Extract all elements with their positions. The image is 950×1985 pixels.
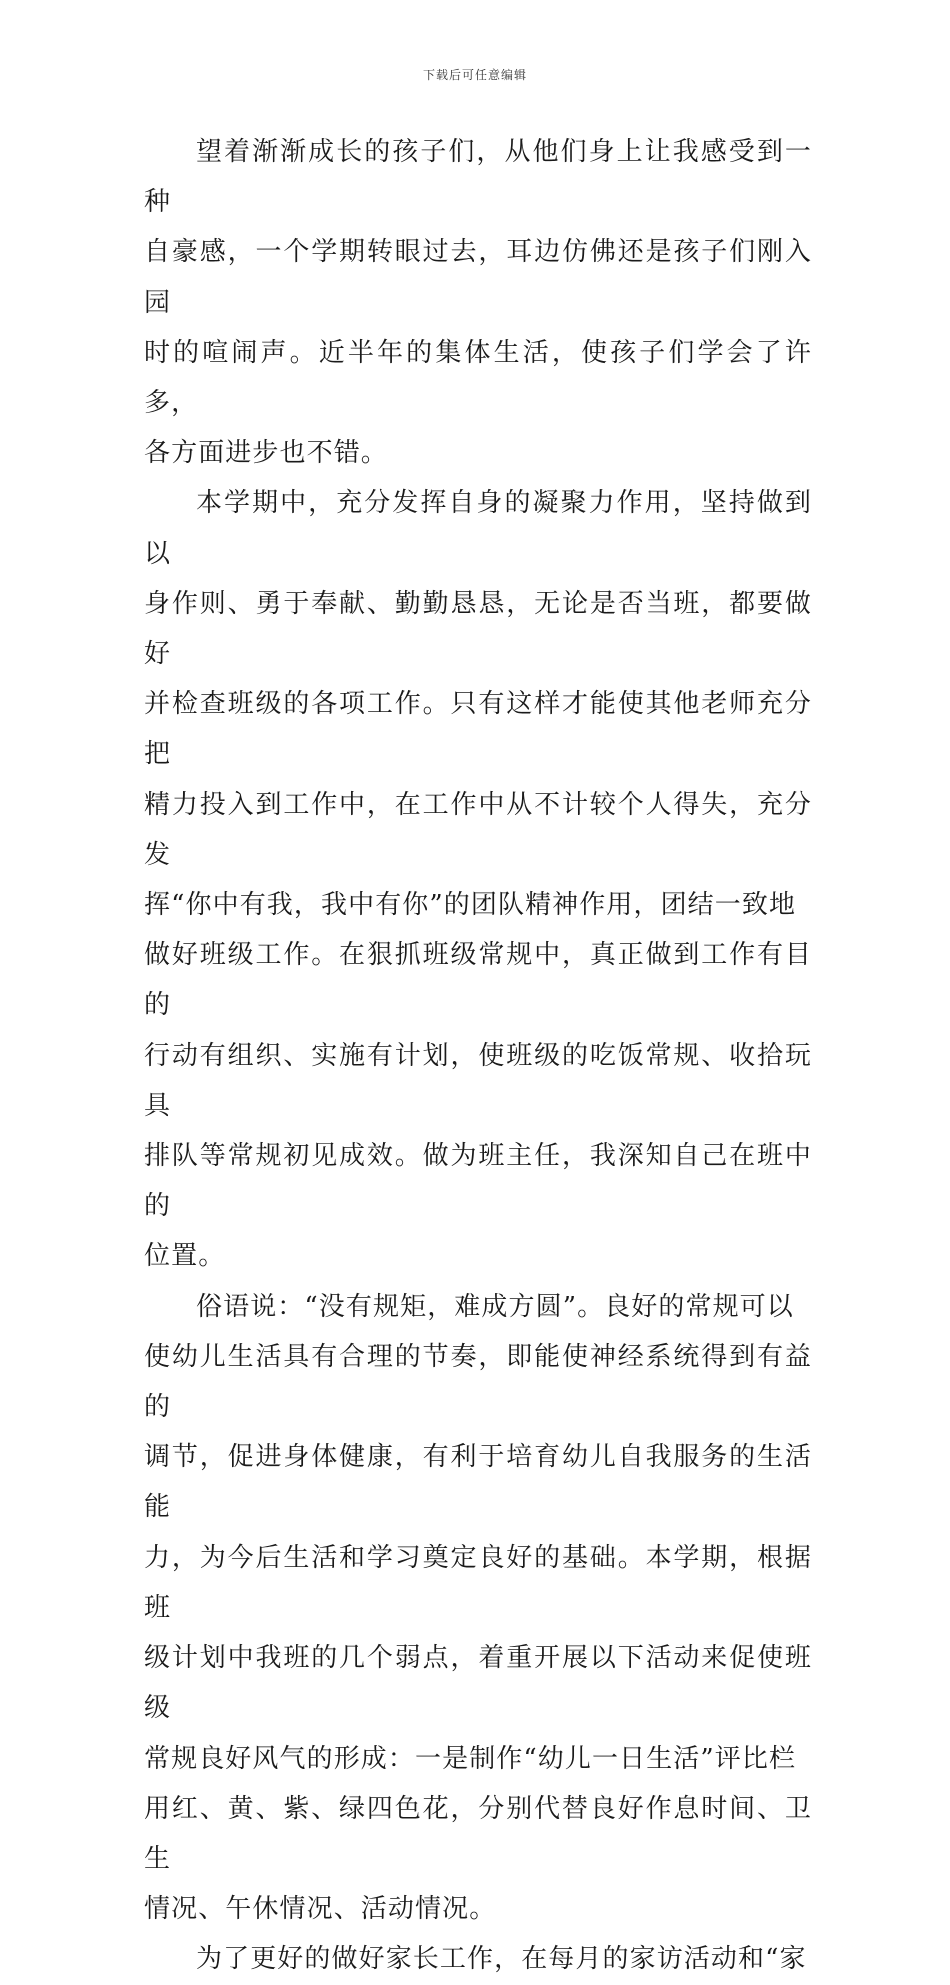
header-note: 下载后可任意编辑 [422, 68, 527, 82]
paragraph-4: 为了更好的做好家长工作，在每月的家访活动和“家 [196, 1944, 807, 1975]
paragraph-1: 望着渐渐成长的孩子们，从他们身上让我感受到一种 自豪感，一个学期转眼过去，耳边仿佛还是孩子们刚入园 时的喧闹声。近半年的集体生活，使孩子们学会了许多， 各方面进步也不错。 [144, 137, 812, 469]
paragraph-3: 俗语说：“没有规矩，难成方圆”。良好的常规可以 使幼儿生活具有合理的节奏，即能使神经系统得到有益的 调节，促进身体健康，有利于培育幼儿自我服务的生活能 力，为今后生活和学习奠定良好的基础。本学期，根据班 级计划中我班的几个弱点，着重开展以下活动来促使班级 常规良好风气的形成：一是制作“幼儿一日生活”评比栏 用红、黄、紫、绿四色花，分别代替良好作息时间、卫生 情况、午休情况、活动情况。 [144, 1291, 812, 1925]
document-body [144, 127, 812, 1985]
paragraph-2: 本学期中，充分发挥自身的凝聚力作用，坚持做到以 身作则、勇于奉献、勤勤恳恳，无论是否当班，都要做好 并检查班级的各项工作。只有这样才能使其他老师充分把 精力投入到工作中，在工作中从不计较个人得失，充分发 挥“你中有我，我中有你”的团队精神作用，团结一致地 做好班级工作。在狠抓班级常规中，真正做到工作有目的 行动有组织、实施有计划，使班级的吃饭常规、收拾玩具 排队等常规初见成效。做为班主任，我深知自己在班中的 位置。 [144, 488, 812, 1272]
